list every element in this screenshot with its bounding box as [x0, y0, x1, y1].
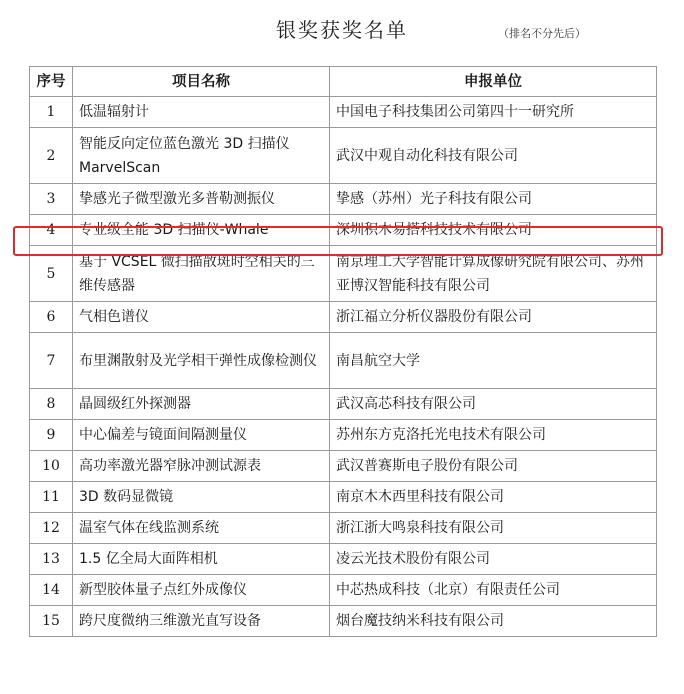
header-applicant-unit: 申报单位: [330, 67, 657, 97]
table-row: [30, 389, 657, 420]
row-number: 11: [30, 482, 73, 513]
project-name: 智能反向定位蓝色激光 3D 扫描仪 MarvelScan: [73, 128, 330, 184]
table-row: [30, 302, 657, 333]
project-name: 温室气体在线监测系统: [73, 513, 330, 544]
table-row: [30, 420, 657, 451]
applicant-unit: 苏州东方克洛托光电技术有限公司: [330, 420, 657, 451]
project-name: 基于 VCSEL 微扫描散斑时空相关的三维传感器: [73, 246, 330, 302]
project-name: 专业级全能 3D 扫描仪-Whale: [73, 215, 330, 246]
applicant-unit: 中芯热成科技（北京）有限责任公司: [330, 575, 657, 606]
row-number: 7: [30, 333, 73, 389]
row-number: 15: [30, 606, 73, 637]
page-title: 银奖获奖名单: [276, 18, 408, 42]
row-number: 9: [30, 420, 73, 451]
project-name: 1.5 亿全局大面阵相机: [73, 544, 330, 575]
project-name: 布里渊散射及光学相干弹性成像检测仪: [73, 333, 330, 389]
header-number: 序号: [30, 67, 73, 97]
project-name: 气相色谱仪: [73, 302, 330, 333]
applicant-unit: 南京理工大学智能计算成像研究院有限公司、苏州亚博汉智能科技有限公司: [330, 246, 657, 302]
ranking-note: （排名不分先后）: [498, 27, 586, 40]
applicant-unit: 凌云光技术股份有限公司: [330, 544, 657, 575]
table-row: [30, 513, 657, 544]
project-name: 新型胶体量子点红外成像仪: [73, 575, 330, 606]
project-name: 中心偏差与镜面间隔测量仪: [73, 420, 330, 451]
applicant-unit: 挚感（苏州）光子科技有限公司: [330, 184, 657, 215]
row-number: 4: [30, 215, 73, 246]
project-name: 跨尺度微纳三维激光直写设备: [73, 606, 330, 637]
applicant-unit: 浙江福立分析仪器股份有限公司: [330, 302, 657, 333]
project-name: 挚感光子微型激光多普勒测振仪: [73, 184, 330, 215]
table-row: [30, 606, 657, 637]
row-number: 13: [30, 544, 73, 575]
applicant-unit: 南京木木西里科技有限公司: [330, 482, 657, 513]
applicant-unit: 武汉中观自动化科技有限公司: [330, 128, 657, 184]
applicant-unit: 中国电子科技集团公司第四十一研究所: [330, 97, 657, 128]
project-name: 3D 数码显微镜: [73, 482, 330, 513]
table-header-row: [30, 67, 657, 97]
row-number: 10: [30, 451, 73, 482]
award-table: [29, 66, 657, 637]
applicant-unit: 武汉普赛斯电子股份有限公司: [330, 451, 657, 482]
table-row: [30, 333, 657, 389]
table-row: [30, 482, 657, 513]
table-row: [30, 97, 657, 128]
table-row: [30, 184, 657, 215]
project-name: 晶圆级红外探测器: [73, 389, 330, 420]
row-number: 2: [30, 128, 73, 184]
project-name: 高功率激光器窄脉冲测试源表: [73, 451, 330, 482]
project-name: 低温辐射计: [73, 97, 330, 128]
table-row: [30, 575, 657, 606]
table-row-highlighted: [30, 215, 657, 246]
table-row: [30, 128, 657, 184]
table-row: [30, 544, 657, 575]
row-number: 8: [30, 389, 73, 420]
row-number: 14: [30, 575, 73, 606]
applicant-unit: 烟台魔技纳米科技有限公司: [330, 606, 657, 637]
row-number: 12: [30, 513, 73, 544]
table-row: [30, 246, 657, 302]
applicant-unit: 深圳积木易搭科技技术有限公司: [330, 215, 657, 246]
applicant-unit: 武汉高芯科技有限公司: [330, 389, 657, 420]
row-number: 1: [30, 97, 73, 128]
applicant-unit: 浙江浙大鸣泉科技有限公司: [330, 513, 657, 544]
table-row: [30, 451, 657, 482]
row-number: 3: [30, 184, 73, 215]
row-number: 6: [30, 302, 73, 333]
header-project-name: 项目名称: [73, 67, 330, 97]
row-number: 5: [30, 246, 73, 302]
applicant-unit: 南昌航空大学: [330, 333, 657, 389]
